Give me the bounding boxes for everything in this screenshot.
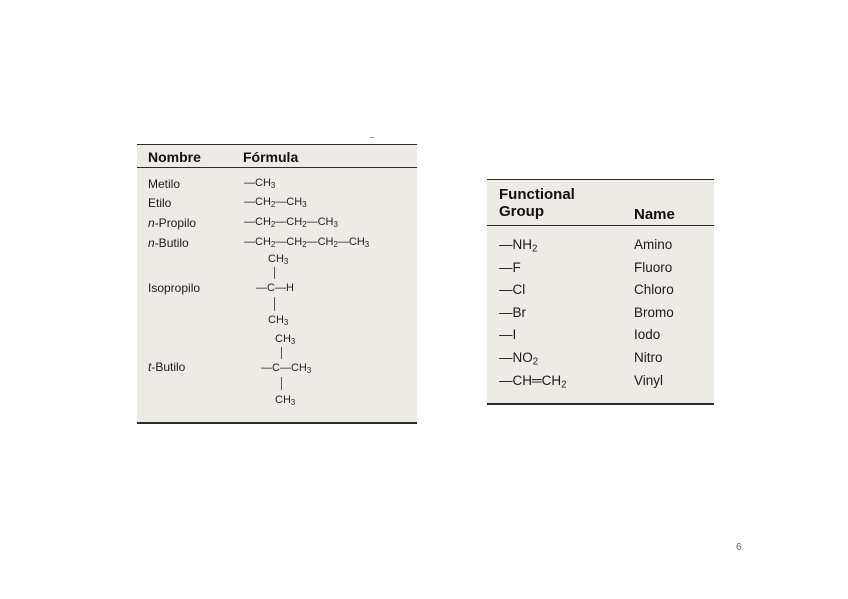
group-amino: $—NH_2$ bbox=[499, 237, 538, 255]
tbu-top-ch3: $CH_3$ bbox=[275, 333, 296, 346]
group-bromo: —Br bbox=[499, 305, 526, 320]
tbu-bottom-bond bbox=[281, 377, 282, 390]
tbu-center: $—C—CH_3$ bbox=[261, 362, 312, 375]
row-name-isopropilo: Isopropilo bbox=[148, 281, 201, 295]
group-chloro: —Cl bbox=[499, 282, 526, 297]
name-bromo: Bromo bbox=[634, 305, 674, 320]
header-formula: Fórmula bbox=[243, 149, 299, 165]
header-rule bbox=[137, 167, 417, 168]
row-name-t-butilo: t-Butilo bbox=[148, 360, 186, 374]
name-vinyl: Vinyl bbox=[634, 373, 664, 388]
top-rule bbox=[487, 179, 714, 180]
group-fluoro: —F bbox=[499, 260, 521, 275]
name-iodo: Iodo bbox=[634, 327, 661, 342]
header-functional-group: Functional Group bbox=[499, 186, 575, 221]
row-name-metilo: Metilo bbox=[148, 177, 181, 191]
top-rule bbox=[137, 144, 417, 145]
name-chloro: Chloro bbox=[634, 282, 674, 297]
header-nombre: Nombre bbox=[148, 149, 201, 165]
row-name-n-butilo: n-Butilo bbox=[148, 236, 189, 250]
formula-n-butilo: $—CH_2—CH_2—CH_2—CH_3$ bbox=[244, 236, 370, 249]
iso-bottom-ch3: $CH_3$ bbox=[268, 314, 289, 327]
functional-groups-table bbox=[487, 179, 714, 405]
iso-center: —C—H bbox=[256, 282, 294, 294]
header-name: Name bbox=[634, 206, 675, 223]
page-number: 6 bbox=[736, 542, 742, 553]
bottom-rule bbox=[487, 403, 714, 405]
name-amino: Amino bbox=[634, 237, 673, 252]
formula-n-propilo: $—CH_2—CH_2—CH_3$ bbox=[244, 216, 338, 229]
bottom-rule bbox=[137, 422, 417, 424]
alkyl-groups-table bbox=[137, 144, 417, 424]
row-name-etilo: Etilo bbox=[148, 196, 172, 210]
formula-metilo: $—CH_3$ bbox=[244, 177, 276, 190]
iso-bottom-bond bbox=[274, 297, 275, 311]
iso-top-bond bbox=[274, 267, 275, 279]
formula-etilo: $—CH_2—CH_3$ bbox=[244, 196, 307, 209]
tbu-top-bond bbox=[281, 347, 282, 359]
group-nitro: $—NO_2$ bbox=[499, 350, 539, 368]
row-name-n-propilo: n-Propilo bbox=[148, 216, 197, 230]
group-vinyl: $—CH═CH_2$ bbox=[499, 373, 567, 391]
name-fluoro: Fluoro bbox=[634, 260, 673, 275]
tbu-bottom-ch3: $CH_3$ bbox=[275, 394, 296, 407]
group-iodo: —I bbox=[499, 327, 517, 342]
scan-artifact-tick bbox=[370, 137, 374, 138]
header-rule bbox=[487, 225, 714, 226]
iso-top-ch3: $CH_3$ bbox=[268, 253, 289, 266]
name-nitro: Nitro bbox=[634, 350, 663, 365]
